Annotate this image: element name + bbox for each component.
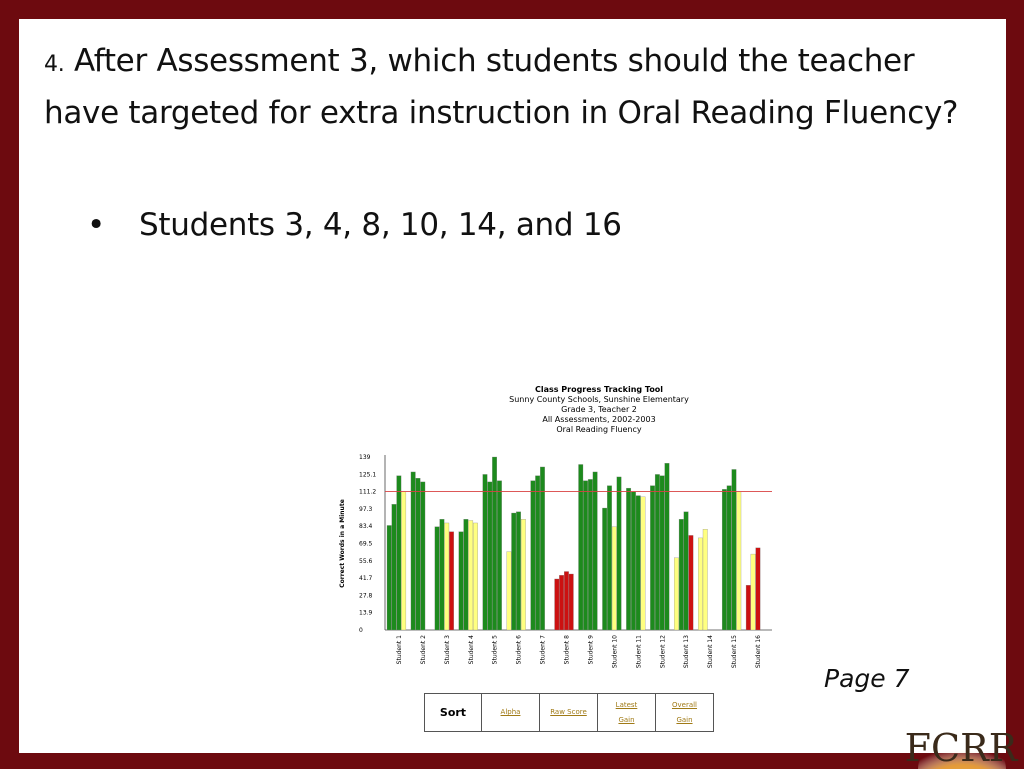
bar-student-12-assessment-3	[660, 476, 665, 630]
chart-subtitle-4: Oral Reading Fluency	[556, 425, 642, 434]
bar-student-1-assessment-1	[387, 525, 392, 630]
y-axis-label: Correct Words in a Minute	[339, 499, 346, 588]
bar-student-4-assessment-1	[459, 532, 464, 630]
fcrr-logo	[904, 711, 1018, 769]
bar-student-10-assessment-4	[617, 477, 622, 630]
sort-latest-gain-link[interactable]: Latest Gain	[598, 694, 656, 732]
bar-student-7-assessment-2	[535, 476, 540, 630]
chart-subtitle-3: All Assessments, 2002-2003	[542, 415, 656, 424]
bar-student-2-assessment-2	[416, 478, 421, 630]
sort-alpha-link[interactable]: Alpha	[482, 694, 540, 732]
answer-text: Students 3, 4, 8, 10, 14, and 16	[139, 207, 622, 243]
bar-student-9-assessment-2	[583, 481, 588, 630]
x-tick-label: Student 7	[539, 635, 547, 665]
bar-student-13-assessment-2	[679, 519, 684, 630]
bar-student-13-assessment-4	[689, 535, 694, 630]
x-tick-label: Student 6	[515, 635, 523, 665]
y-tick-label: 83.4	[359, 523, 373, 531]
bar-student-5-assessment-1	[483, 474, 488, 630]
sort-table	[424, 693, 714, 732]
x-tick-label: Student 11	[635, 635, 643, 669]
bar-student-14-assessment-1	[698, 538, 703, 630]
bar-student-1-assessment-4	[401, 492, 406, 630]
bar-student-12-assessment-4	[665, 463, 670, 630]
bar-student-10-assessment-2	[607, 486, 612, 630]
x-tick-label: Student 8	[563, 635, 571, 665]
bar-student-6-assessment-4	[521, 519, 526, 630]
y-tick-label: 139	[359, 454, 371, 461]
x-tick-label: Student 14	[707, 635, 715, 669]
bar-student-9-assessment-4	[593, 472, 598, 630]
bar-student-1-assessment-2	[392, 504, 397, 630]
bar-student-5-assessment-2	[488, 482, 493, 630]
sort-raw-score-link[interactable]: Raw Score	[540, 694, 598, 732]
chart-subtitle-1: Sunny County Schools, Sunshine Elementary	[509, 395, 689, 404]
x-tick-label: Student 1	[395, 635, 403, 665]
progress-chart	[335, 447, 785, 677]
x-tick-label: Student 12	[659, 635, 667, 669]
y-tick-label: 0	[359, 627, 363, 634]
x-tick-label: Student 3	[443, 635, 451, 665]
x-tick-label: Student 15	[731, 635, 739, 669]
bar-student-4-assessment-3	[468, 520, 473, 630]
x-tick-label: Student 5	[491, 635, 499, 665]
sort-overall-gain-link[interactable]: Overall Gain	[656, 694, 714, 732]
question-text	[44, 37, 974, 138]
x-tick-label: Student 16	[755, 635, 763, 669]
bar-student-15-assessment-4	[737, 492, 742, 630]
bar-student-16-assessment-1	[746, 585, 751, 630]
bar-student-15-assessment-2	[727, 486, 732, 630]
bar-student-6-assessment-3	[516, 512, 521, 630]
question-number: 4.	[44, 52, 65, 77]
bar-student-4-assessment-2	[464, 519, 469, 630]
bar-student-5-assessment-3	[492, 457, 497, 630]
y-tick-label: 41.7	[359, 575, 373, 583]
bar-student-15-assessment-3	[732, 469, 737, 630]
bar-student-15-assessment-1	[722, 489, 727, 630]
bar-student-6-assessment-2	[511, 513, 516, 630]
bar-student-5-assessment-4	[497, 481, 502, 630]
bar-student-11-assessment-3	[636, 496, 641, 630]
bar-student-11-assessment-2	[631, 492, 636, 630]
y-tick-label: 125.1	[359, 471, 377, 479]
bar-student-2-assessment-3	[421, 482, 426, 630]
page-label: Page 7	[824, 664, 910, 693]
bar-student-11-assessment-1	[626, 488, 631, 630]
x-tick-label: Student 13	[683, 635, 691, 669]
y-tick-label: 69.5	[359, 540, 373, 548]
bar-student-9-assessment-3	[588, 479, 593, 630]
bar-student-3-assessment-1	[435, 527, 440, 630]
bar-student-3-assessment-4	[449, 532, 454, 630]
bar-student-1-assessment-3	[397, 476, 402, 630]
bar-student-12-assessment-1	[650, 486, 655, 630]
svg-text:FCRR: FCRR	[904, 726, 1018, 769]
x-tick-label: Student 4	[467, 635, 475, 665]
bar-student-2-assessment-1	[411, 472, 416, 630]
bar-student-8-assessment-1	[555, 579, 560, 630]
y-tick-label: 27.8	[359, 592, 373, 600]
chart-title-block	[411, 385, 787, 435]
bar-student-3-assessment-3	[444, 523, 449, 630]
x-tick-label: Student 10	[611, 635, 619, 669]
slide	[19, 19, 1018, 769]
bar-student-13-assessment-3	[684, 512, 689, 630]
y-tick-label: 13.9	[359, 609, 373, 617]
bar-student-6-assessment-1	[507, 552, 512, 630]
bar-student-12-assessment-2	[655, 474, 660, 630]
bar-student-14-assessment-2	[703, 529, 708, 630]
bar-student-9-assessment-1	[579, 464, 584, 630]
question-body: After Assessment 3, which students should the teacher have targeted for extra instruction in Oral Reading Fluency?	[44, 43, 959, 131]
bar-student-10-assessment-1	[602, 508, 607, 630]
bar-student-4-assessment-4	[473, 523, 478, 630]
bar-student-16-assessment-3	[756, 548, 761, 630]
sort-label: Sort	[425, 694, 482, 732]
bar-student-13-assessment-1	[674, 558, 679, 630]
bar-student-8-assessment-4	[569, 574, 574, 630]
y-tick-label: 97.3	[359, 505, 373, 513]
bar-student-8-assessment-2	[559, 575, 564, 630]
bullet-icon: •	[87, 207, 105, 243]
bar-student-11-assessment-4	[641, 497, 646, 630]
bar-student-7-assessment-1	[531, 481, 536, 630]
bar-student-10-assessment-3	[612, 527, 617, 630]
bar-student-3-assessment-2	[440, 519, 445, 630]
chart-subtitle-2: Grade 3, Teacher 2	[561, 405, 637, 414]
y-tick-label: 111.2	[359, 488, 377, 496]
answer-bullet-item	[87, 207, 622, 243]
bar-student-16-assessment-2	[751, 554, 756, 630]
x-tick-label: Student 9	[587, 635, 595, 665]
bar-student-8-assessment-3	[564, 572, 569, 630]
y-tick-label: 55.6	[359, 557, 373, 565]
x-tick-label: Student 2	[419, 635, 427, 665]
chart-title: Class Progress Tracking Tool	[534, 385, 664, 394]
